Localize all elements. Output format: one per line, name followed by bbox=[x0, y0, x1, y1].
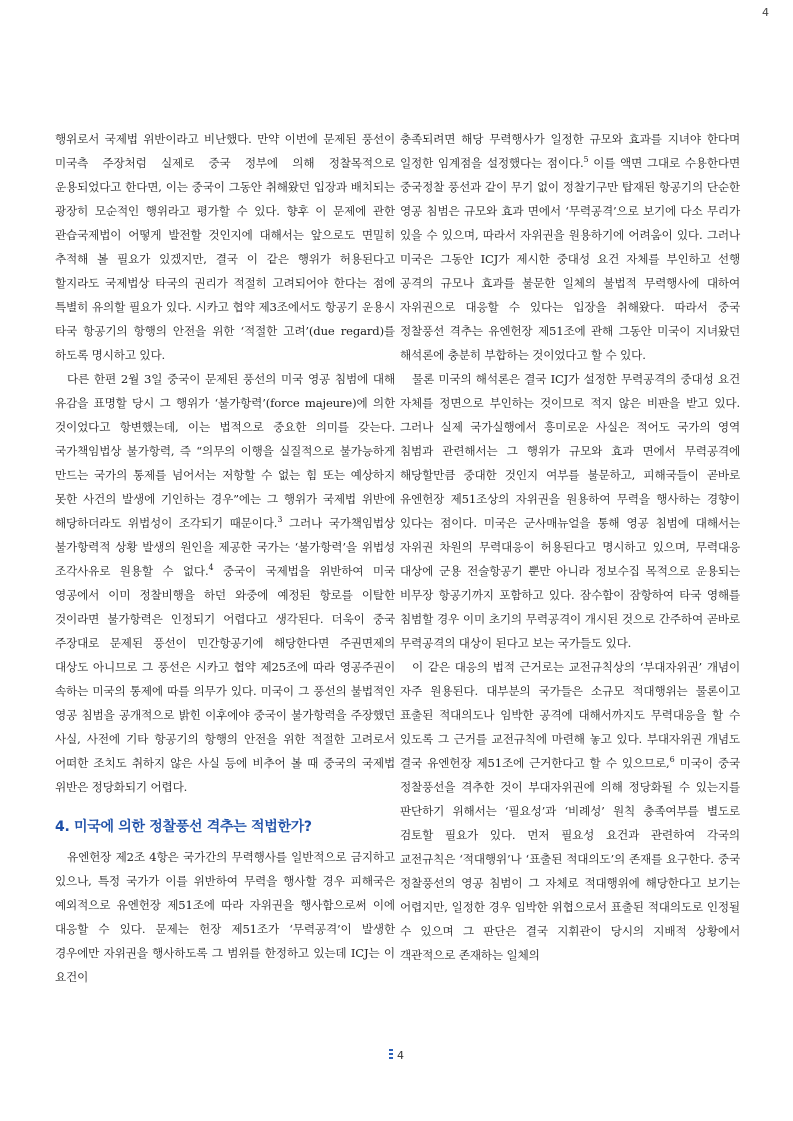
paragraph bbox=[400, 655, 740, 967]
footnote-ref: 3 bbox=[277, 515, 283, 525]
footnote-ref: 5 bbox=[583, 155, 589, 165]
page-footer bbox=[0, 1049, 793, 1062]
paragraph-text: 그러나 국가책임법상 불가항력적 상황 발생의 원인을 제공한 국가는 ‘불가항력’을 위법성 조각사유로 원용할 수 없다. bbox=[55, 516, 395, 578]
footnote-ref: 6 bbox=[669, 755, 675, 765]
paragraph-text: 미국이 중국 정찰풍선을 격추한 것이 부대자위권에 의해 정당화될 수 있는지를 판단하기 위해서는 ‘필요성’과 ‘비례성’ 원칙 충족여부를 별도로 검토할 필요가 있다. 먼저 필요성 요건과 관련하여 각국의 교전규칙은 ‘적대행위’나 ‘표출된 적대의도’의 존재를 요구한다. 중국 정찰풍선의 영공 침범이 그 자체로 적대행위에 해당한다고 보기는 어렵지만, 일정한 경우 임박한 위협으로서 표출된 적대의도로 인정될 수 있으며 그 판단은 결국 지휘관이 당시의 지배적 상황에서 객관적으로 존재하는 일체의 bbox=[400, 756, 740, 962]
footnote-ref: 4 bbox=[208, 563, 214, 573]
paragraph-text: 충족되려면 해당 무력행사가 일정한 규모와 효과를 지녀야 한다며 일정한 임계점을 설정했다는 점이다. bbox=[400, 132, 740, 170]
paragraph bbox=[55, 367, 395, 799]
right-column bbox=[400, 127, 740, 967]
paragraph-text: 이 같은 대응의 법적 근거로는 교전규칙상의 ‘부대자위권’ 개념이 자주 원용된다. 대부분의 국가들은 소규모 적대행위는 물론이고 표출된 적대의도나 임박한 공격에 대해서까지도 무력대응을 할 수 있도록 그 근거를 교전규칙에 마련해 놓고 있다. 부대자위권 개념도 결국 유엔헌장 제51조에 근거한다고 할 수 있으므로, bbox=[400, 660, 740, 770]
header-page-number: 4 bbox=[762, 6, 769, 19]
paragraph-text: 다른 한편 2월 3일 중국이 문제된 풍선의 미국 영공 침범에 대해 유감을 표명할 당시 그 행위가 ‘불가항력’(force majeure)에 의한 것이었다고 항변했는데, 이는 법적으로 중요한 의미를 갖는다. 국가책임법상 불가항력, 즉 “의무의 이행을 실질적으로 불가능하게 만드는 국가의 통제를 넘어서는 저항할 수 없는 힘 또는 예상하지 못한 사건의 발생에 기인하는 경우”에는 그 행위가 국제법 위반에 해당하더라도 위법성이 조각되기 때문이다. bbox=[55, 372, 395, 530]
left-column bbox=[55, 127, 395, 989]
paragraph: 물론 미국의 해석론은 결국 ICJ가 설정한 무력공격의 중대성 요건 자체를 정면으로 부인하는 것이므로 적지 않은 비판을 받고 있다. 그러나 실제 국가실행에서 흥미로운 사실은 적어도 국가의 영역 침범과 관련해서는 그 행위가 규모와 효과 면에서 무력공격에 해당할만큼 중대한 것인지 여부를 불문하고, 피해국들이 곧바로 유엔헌장 제51조상의 자위권을 원용하여 무력을 행사하는 경향이 있다는 점이다. 미국은 군사매뉴얼을 통해 영공 침범에 대해서는 자위권 차원의 무력대응이 허용된다고 명시하고 있으며, 무력대응 대상에 군용 전술항공기 뿐만 아니라 정보수집 목적으로 운용되는 비무장 항공기까지 포함하고 있다. 잠수함이 잠항하여 타국 영해를 침범할 경우 이미 초기의 무력공격이 개시된 것으로 간주하여 곧바로 무력공격의 대상이 된다고 보는 국가들도 있다. bbox=[400, 372, 740, 650]
footer-page-number: 4 bbox=[397, 1049, 404, 1062]
paragraph-text: 중국이 국제법을 위반하여 미국 영공에서 이미 정찰비행을 하던 와중에 예정된 항로를 이탈한 것이라면 불가항력은 인정되기 어렵다고 생각된다. 더욱이 중국 주장대로 문제된 풍선이 민간항공기에 해당한다면 주권면제의 대상도 아니므로 그 풍선은 시카고 협약 제25조에 따라 영공주권이 속하는 미국의 통제에 따를 의무가 있다. 미국이 그 풍선의 불법적인 영공 침범을 공개적으로 밝힌 이후에야 중국이 불가항력을 주장했던 사실, 사전에 기타 항공기의 항행의 안전을 위한 적절한 고려로서 어떠한 조치도 취하지 않은 사실 등에 비추어 볼 때 중국의 국제법 위반은 정당화되기 어렵다. bbox=[55, 564, 395, 794]
section-heading: 4. 미국에 의한 정찰풍선 격추는 적법한가? bbox=[55, 819, 312, 835]
paragraph: 행위로서 국제법 위반이라고 비난했다. 만약 이번에 문제된 풍선이 미국측 주장처럼 실제로 중국 정부에 의해 정찰목적으로 운용되었다고 한다면, 이는 중국이 그동안 취해왔던 입장과 배치되는 광장히 모순적인 행위라고 평가할 수 있다. 향후 이 문제에 관한 관습국제법이 어떻게 발전할 것인지에 대해서는 앞으로도 면밀히 추적해 볼 필요가 있겠지만, 결국 이 같은 행위가 허용된다고 할지라도 국제법상 타국의 권리가 적절히 고려되어야 한다는 점에 특별히 유의할 필요가 있다. 시카고 협약 제3조에서도 항공기 운용시 타국 항공기의 항행의 안전을 위한 ‘적절한 고려’(due regard)를 하도록 명시하고 있다. bbox=[55, 132, 395, 362]
paragraph: 유엔헌장 제2조 4항은 국가간의 무력행사를 일반적으로 금지하고 있으나, 특정 국가가 이를 위반하여 무력을 행사할 경우 피해국은 예외적으로 유엔헌장 제51조에 따라 자위권을 행사함으로써 이에 대응할 수 있다. 문제는 헌장 제51조가 ‘무력공격’이 발생한 경우에만 자위권을 행사하도록 그 범위를 한정하고 있는데 ICJ는 이 요건이 bbox=[55, 850, 395, 984]
paragraph bbox=[400, 127, 740, 367]
paragraph-text: 이를 액면 그대로 수용한다면 중국정찰 풍선과 같이 무기 없이 정찰기구만 탑재된 항공기의 단순한 영공 침범은 규모와 효과 면에서 ‘무력공격’으로 보기에 다소 무리가 있을 수 있으며, 따라서 자위권을 원용하기에 어려움이 있다. 그러나 미국은 그동안 ICJ가 제시한 중대성 요건 자체를 부인하고 선행 공격의 규모나 효과를 불문한 일체의 불법적 무력행사에 대하여 자위권으로 대응할 수 있다는 입장을 취해왔다. 따라서 중국 정찰풍선 격추는 유엔헌장 제51조에 관해 그동안 미국이 지녀왔던 해석론에 충분히 부합하는 것이었다고 할 수 있다. bbox=[400, 156, 740, 362]
footer-mark-icon bbox=[389, 1049, 393, 1061]
